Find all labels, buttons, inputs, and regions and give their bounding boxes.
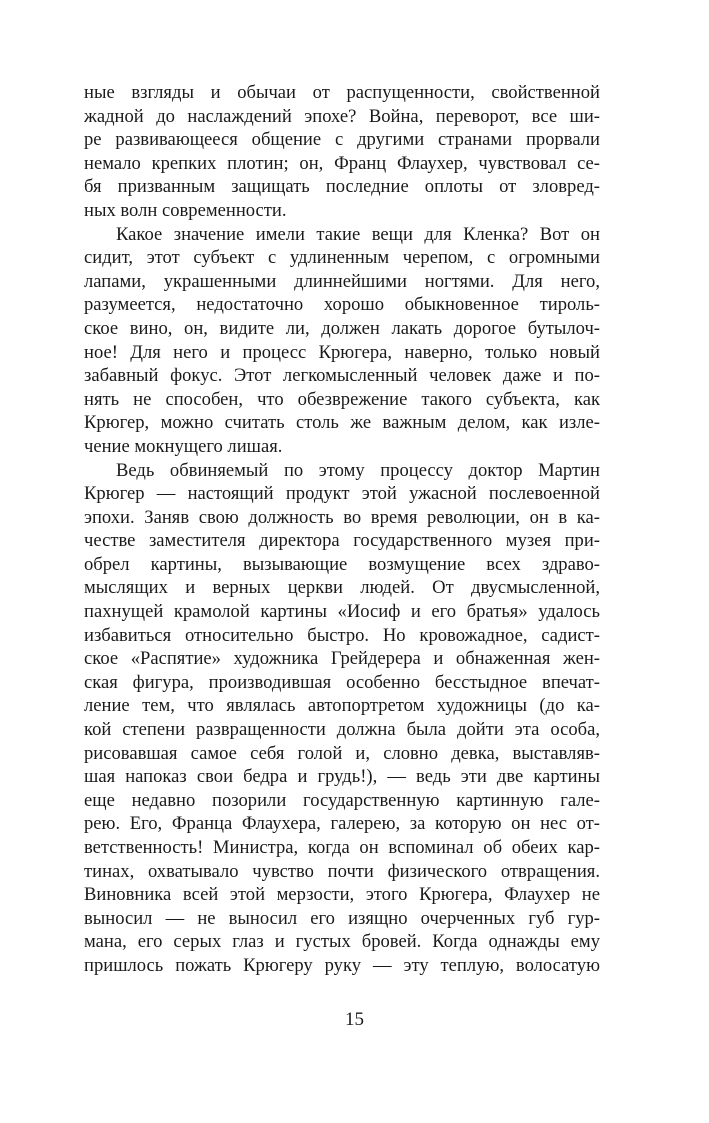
book-page-text xyxy=(84,81,600,978)
text-line: рею. Его, Франца Флаухера, галерею, за которую он нес от- xyxy=(84,813,600,835)
text-line: Виновника всей этой мерзости, этого Крюгера, Флаухер не xyxy=(84,884,600,906)
text-line: бя призванным защищать последние оплоты от зловред- xyxy=(84,176,600,198)
text-line: тинах, охватывало чувство почти физического отвращения. xyxy=(84,860,600,882)
paragraph-1 xyxy=(84,81,600,223)
text-line: пришлось пожать Крюгеру руку — эту теплую, волосатую xyxy=(84,954,600,976)
text-line: мана, его серых глаз и густых бровей. Когда однажды ему xyxy=(84,931,600,953)
text-line: нять не способен, что обезврежение такого субъекта, как xyxy=(84,388,600,410)
text-line: ская фигура, производившая особенно бесстыдное впечат- xyxy=(84,671,600,693)
paragraph-3 xyxy=(84,459,600,978)
text-line: ское «Распятие» художника Грейдерера и обнаженная жен- xyxy=(84,648,600,670)
text-line: мыслящих и верных церкви людей. От двусмысленной, xyxy=(84,577,600,599)
text-line: Крюгер — настоящий продукт этой ужасной послевоенной xyxy=(84,483,600,505)
text-line: эпохи. Заняв свою должность во время революции, он в ка- xyxy=(84,506,600,528)
text-line: шая напоказ свои бедра и грудь!), — ведь эти две картины xyxy=(84,766,600,788)
text-line: обрел картины, вызывающие возмущение всех здраво- xyxy=(84,553,600,575)
text-line: Какое значение имели такие вещи для Кленка? Вот он xyxy=(116,223,600,245)
text-line: забавный фокус. Этот легкомысленный человек даже и по- xyxy=(84,365,600,387)
text-line: разумеется, недостаточно хорошо обыкновенное тироль- xyxy=(84,294,600,316)
text-line: честве заместителя директора государственного музея при- xyxy=(84,530,600,552)
text-line: жадной до наслаждений эпохе? Война, переворот, все ши- xyxy=(84,105,600,127)
text-line: ление тем, что являлась автопортретом художницы (до ка- xyxy=(84,695,600,717)
text-line: рисовавшая самое себя голой и, словно девка, выставляв- xyxy=(84,742,600,764)
text-line: еще недавно позорили государственную картинную гале- xyxy=(84,789,600,811)
text-line: Крюгер, можно считать столь же важным делом, как изле- xyxy=(84,412,600,434)
text-line: выносил — не выносил его изящно очерченных губ гур- xyxy=(84,907,600,929)
text-line: Ведь обвиняемый по этому процессу доктор Мартин xyxy=(116,459,600,481)
text-line: пахнущей крамолой картины «Иосиф и его братья» удалось xyxy=(84,601,600,623)
page-number: 15 xyxy=(345,1009,364,1030)
text-line: чение мокнущего лишая. xyxy=(84,435,283,457)
text-line: сидит, этот субъект с удлиненным черепом, с огромными xyxy=(84,247,600,269)
text-line: избавиться относительно быстро. Но кровожадное, садист- xyxy=(84,624,600,646)
text-line: ное! Для него и процесс Крюгера, наверно, только новый xyxy=(84,341,600,363)
paragraph-2 xyxy=(84,223,600,459)
text-line: ных волн современности. xyxy=(84,199,287,221)
text-line: ское вино, он, видите ли, должен лакать дорогое бутылоч- xyxy=(84,317,600,339)
text-line: немало крепких плотин; он, Франц Флаухер, чувствовал се- xyxy=(84,152,600,174)
text-line: ре развивающееся общение с другими странами прорвали xyxy=(84,129,600,151)
text-line: ветственность! Министра, когда он вспоминал об обеих кар- xyxy=(84,837,600,858)
text-line: ные взгляды и обычаи от распущенности, свойственной xyxy=(84,82,600,103)
text-line: лапами, украшенными длиннейшими ногтями. Для него, xyxy=(84,270,600,292)
text-line: кой степени развращенности должна была дойти эта особа, xyxy=(84,719,600,741)
